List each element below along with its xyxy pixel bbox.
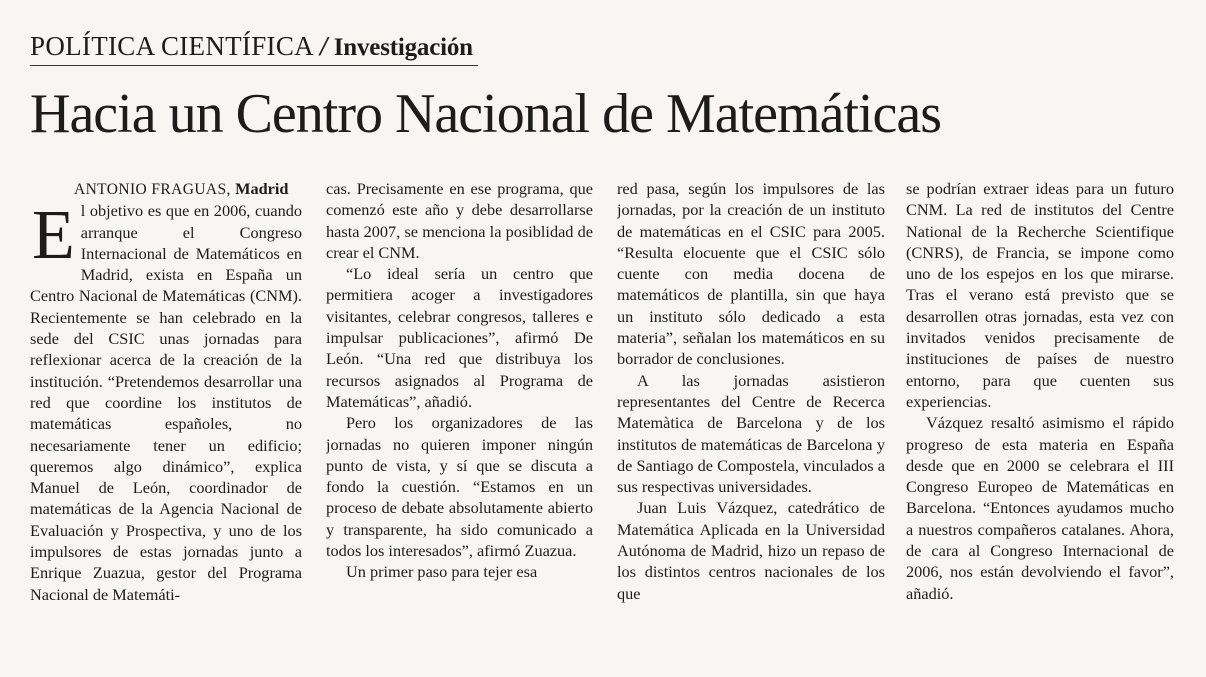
section-separator: /	[319, 31, 328, 61]
paragraph: Un primer paso para tejer esa	[346, 562, 538, 582]
paragraph: red pasa, según los impulsores de las jornadas, por la creación de un instituto de matemáticas en el CSIC para 2005. “Resulta elocuente que el CSIC sólo cuente con media docena de matemáticos de plantilla, sin que haya un instituto sólo dedicado a esta materia”, señalan los matemáticos en su borrador de conclusiones.	[617, 179, 885, 369]
lead-paragraph-text: l objetivo es que en 2006, cuando arranque el Congreso Internacional de Matemáticos en Madrid, exista en España un Centro Nacional de Matemáticas (CNM). Recientemente se han celebrado en la sede del CSIC unas jornadas para reflexionar acerca de la creación de la institución. “Pretendemos desarrollar una red que coordine los institutos de matemáticas españoles, no necesariamente tener un edificio; queremos algo dinámico”, explica Manuel de León, coordinador de matemáticas de la Agencia Nacional de Evaluación y Prospectiva, y uno de los impulsores de estas jornadas junto a Enrique Zuazua, gestor del Programa Nacional de Matemáti-	[30, 201, 302, 604]
byline-place: Madrid	[235, 179, 289, 198]
paragraph: Juan Luis Vázquez, catedrático de Matemática Aplicada en la Universidad Autónoma de Madrid, hizo un repaso de los distintos centros nacionales de los que	[617, 498, 885, 603]
section-title: POLÍTICA CIENTÍFICA	[30, 31, 314, 61]
paragraph: Vázquez resaltó asimismo el rápido progreso de esta materia en España desde que en 2000 se celebrara el III Congreso Europeo de Matemáticas en Barcelona. “Entonces ayudamos mucho a nuestros compañeros catalanes. Ahora, de cara al Congreso Internacional de 2006, nos están devolviendo el favor”, añadió.	[906, 413, 1174, 603]
article-column-4	[906, 178, 1174, 638]
drop-cap: E	[32, 197, 75, 275]
section-rule	[30, 65, 478, 66]
lead-paragraph	[30, 197, 302, 605]
paragraph: se podrían extraer ideas para un futuro CNM. La red de institutos del Centre National de la Recherche Scientifique (CNRS), de Francia, se impone como uno de los espejos en los que mirarse. Tras el verano está previsto que se desarrollen otras jornadas, esta vez con invitados venidos precisamente de instituciones de países de nuestro entorno, para que cuenten sus experiencias.	[906, 179, 1174, 411]
paragraph: A las jornadas asistieron representantes del Centre de Recerca Matemàtica de Barcelona y de los institutos de matemáticas de Barcelona y de Santiago de Compostela, vinculados a sus respectivas universidades.	[617, 370, 885, 497]
section-subtitle: Investigación	[333, 34, 473, 61]
article-column-3	[617, 178, 885, 638]
section-header	[30, 30, 473, 64]
paragraph: cas. Precisamente en ese programa, que comenzó este año y debe desarrollarse hasta 2007, se menciona la posiblidad de crear el CNM.	[326, 179, 593, 262]
article-column-2	[326, 178, 593, 638]
paragraph: Pero los organizadores de las jornadas no quieren imponer ningún punto de vista, y sí que se discuta a fondo la cuestión. “Estamos en un proceso de debate absolutamente abierto y transparente, ha sido comunicado a todos los interesados”, afirmó Zuazua.	[326, 413, 593, 561]
byline-author: ANTONIO FRAGUAS,	[74, 181, 231, 198]
paragraph: “Lo ideal sería un centro que permitiera acoger a investigadores visitantes, celebrar congresos, talleres e impulsar publicaciones”, afirmó De León. “Una red que distribuya los recursos asignados al Programa de Matemáticas”, añadió.	[326, 264, 593, 411]
article-column-1	[30, 178, 302, 638]
article-headline: Hacia un Centro Nacional de Matemáticas	[30, 83, 942, 145]
